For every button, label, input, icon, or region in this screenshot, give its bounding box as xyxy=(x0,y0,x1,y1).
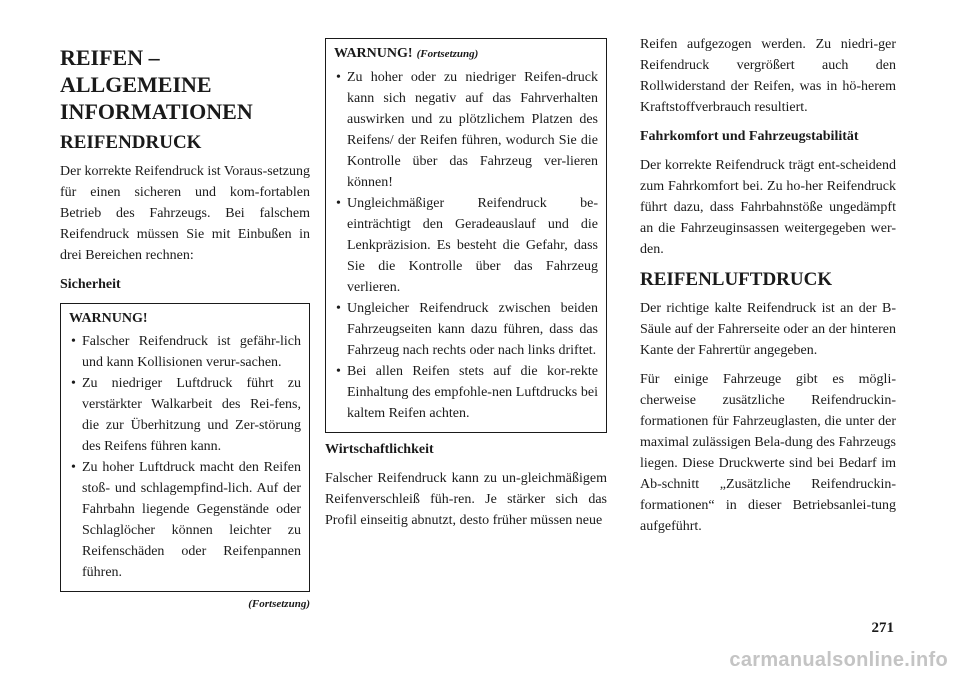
column-1 xyxy=(60,38,310,610)
warning-title-text: WARNUNG! xyxy=(334,46,413,61)
warning-item: • Zu hoher Luftdruck macht den Reifen stoß- und schlagempfind-lich. Auf der Fahrbahn liegende Gegenstände oder Schlaglöcher können leichter zu Reifenschäden oder Reifenpannen führen. xyxy=(69,457,301,583)
economy-paragraph-continued: Reifen aufgezogen werden. Zu niedri-ger Reifendruck vergrößert auch den Rollwiderstand der Reifen, was in hö-herem Kraftstoffverbrauch resultiert. xyxy=(640,37,896,115)
comfort-paragraph: Der korrekte Reifendruck trägt ent-scheidend zum Fahrkomfort bei. Zu ho-her Reifendruck führt dazu, dass Fahrbahnstöße ungedämpft an die Fahrzeuginsassen weitergegeben wer-den. xyxy=(640,158,896,257)
warning-item: • Zu hoher oder zu niedriger Reifen-druck kann sich negativ auf das Fahrverhalten auswirken und zu plötzlichem Platzen des Reifens/ der Reifen führen, wodurch Sie die Kontrolle über das Fahrzeug ver-lieren können! xyxy=(334,67,598,193)
warning-continued-label: (Fortsetzung) xyxy=(416,48,479,60)
subheading-sicherheit: Sicherheit xyxy=(60,277,121,292)
economy-paragraph: Falscher Reifendruck kann zu un-gleichmäßigem Reifenverschleiß füh-ren. Je stärker sich das Profil einseitig abnutzt, desto früher müssen neue xyxy=(325,471,607,528)
pressure-paragraph-1: Der richtige kalte Reifendruck ist an der B-Säule auf der Fahrerseite oder an der hinteren Kante der Fahrertür angegeben. xyxy=(640,301,896,358)
warning-title-continued xyxy=(334,43,598,65)
page-number: 271 xyxy=(871,620,894,636)
watermark: carmanualsonline.info xyxy=(729,649,948,671)
subheading-wirtschaftlichkeit: Wirtschaftlichkeit xyxy=(325,442,434,457)
section-heading-reifenluftdruck: REIFENLUFTDRUCK xyxy=(640,269,833,290)
warning-title: WARNUNG! xyxy=(69,311,148,326)
warning-list xyxy=(69,331,301,583)
intro-paragraph: Der korrekte Reifendruck ist Voraus-setzung für einen sicheren und kom-fortablen Betrieb des Fahrzeugs. Bei falschem Reifendruck müssen Sie mit Einbußen in drei Bereichen rechnen: xyxy=(60,164,310,263)
warning-list xyxy=(334,67,598,424)
page-title: REIFEN – ALLGEMEINE INFORMATIONEN xyxy=(60,45,253,124)
column-2 xyxy=(325,38,607,539)
warning-box-1 xyxy=(60,303,310,592)
warning-box-2 xyxy=(325,38,607,433)
warning-item: • Ungleichmäßiger Reifendruck be-einträchtigt den Geradeauslauf und die Lenkpräzision. Es besteht die Gefahr, dass Sie die Kontrolle über das Fahrzeug verlieren. xyxy=(334,193,598,298)
warning-item: • Ungleicher Reifendruck zwischen beiden Fahrzeugseiten kann dazu führen, dass das Fahrzeug nach rechts oder nach links driftet. xyxy=(334,298,598,361)
continued-note: (Fortsetzung) xyxy=(248,598,310,610)
warning-item: • Falscher Reifendruck ist gefähr-lich und kann Kollisionen verur-sachen. xyxy=(69,331,301,373)
warning-item: • Zu niedriger Luftdruck führt zu verstärkter Walkarbeit des Rei-fens, die zur Überhitzung und Zer-störung des Reifens führen kann. xyxy=(69,373,301,457)
section-heading-reifendruck: REIFENDRUCK xyxy=(60,132,202,153)
column-3 xyxy=(640,34,896,545)
warning-item: • Bei allen Reifen stets auf die kor-rekte Einhaltung des empfohle-nen Luftdrucks bei kaltem Reifen achten. xyxy=(334,361,598,424)
pressure-paragraph-2: Für einige Fahrzeuge gibt es mögli-cherweise zusätzliche Reifendruckin-formationen für Fahrzeuglasten, die unter der maximal zulässigen Bela-dung des Fahrzeugs liegen. Diese Druckwerte sind bei Bedarf im Ab-schnitt „Zusätzliche Reifendruckin-formationen“ in dieser Betriebsanlei-tung aufgeführt. xyxy=(640,372,896,534)
subheading-fahrkomfort: Fahrkomfort und Fahrzeugstabilität xyxy=(640,129,859,144)
